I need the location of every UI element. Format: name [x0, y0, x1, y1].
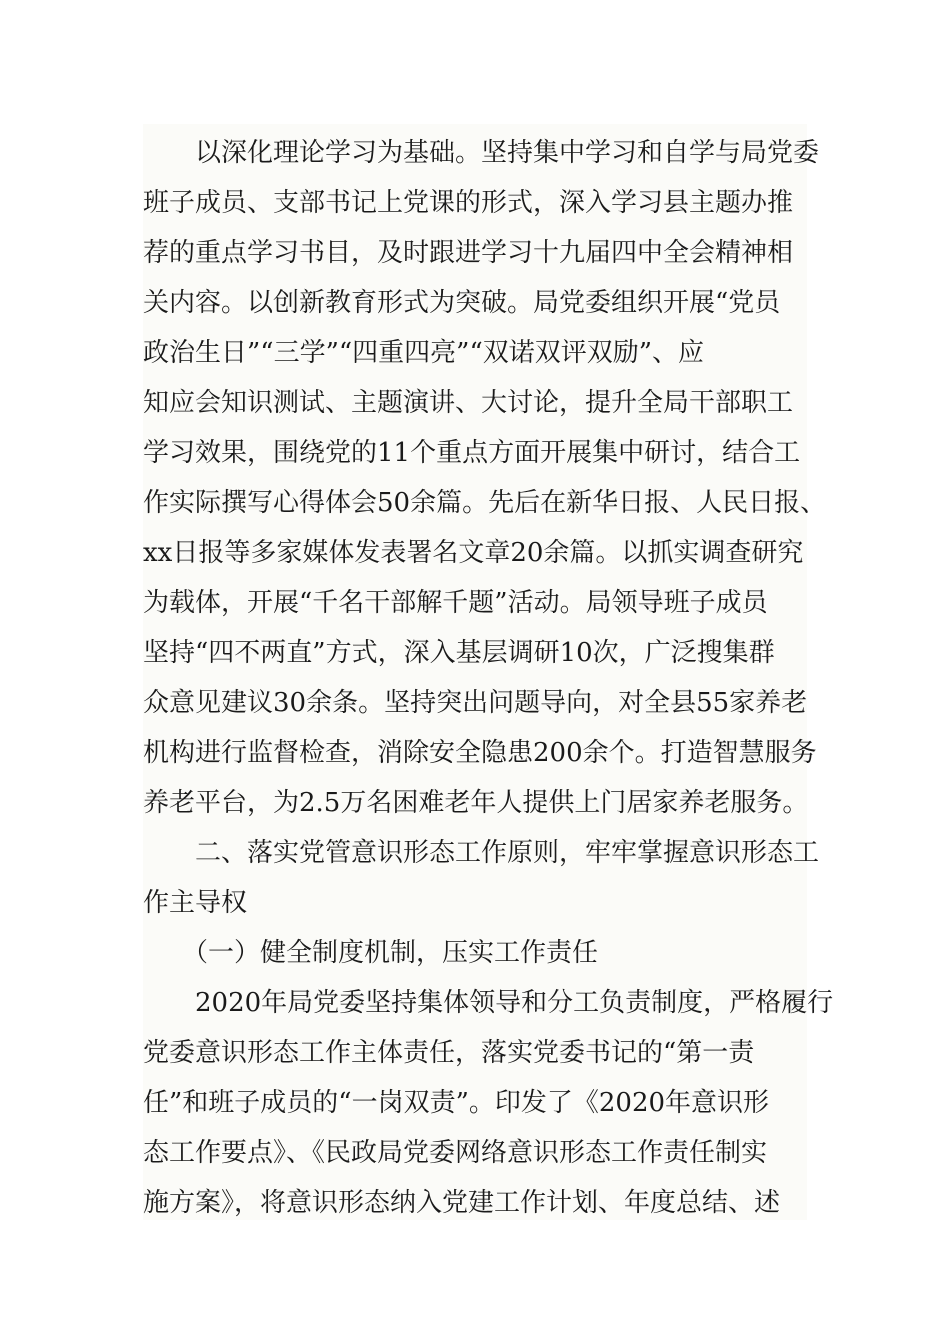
text-line: xx日报等多家媒体发表署名文章20余篇。以抓实调查研究	[143, 538, 804, 568]
text-line: 坚持“四不两直”方式，深入基层调研10次，广泛搜集群	[143, 638, 775, 668]
text-line: 态工作要点》、《民政局党委网络意识形态工作责任制实	[143, 1138, 768, 1168]
text-line: 关内容。以创新教育形式为突破。局党委组织开展“党员	[143, 288, 781, 318]
text-line: 为载体，开展“千名干部解千题”活动。局领导班子成员	[143, 588, 768, 618]
section-heading: 二、落实党管意识形态工作原则，牢牢掌握意识形态工	[143, 838, 820, 868]
text-line: 作实际撰写心得体会50余篇。先后在新华日报、人民日报、	[143, 488, 827, 518]
text-line: 荐的重点学习书目，及时跟进学习十九届四中全会精神相	[143, 238, 794, 268]
text-line: 学习效果，围绕党的11个重点方面开展集中研讨，结合工	[143, 438, 801, 468]
text-line: 众意见建议30余条。坚持突出问题导向，对全县55家养老	[143, 688, 808, 718]
text-line: 班子成员、支部书记上党课的形式，深入学习县主题办推	[143, 188, 794, 218]
text-line: 以深化理论学习为基础。坚持集中学习和自学与局党委	[143, 138, 820, 168]
text-line: 2020年局党委坚持集体领导和分工负责制度，严格履行	[143, 988, 834, 1018]
text-line: 机构进行监督检查，消除安全隐患200余个。打造智慧服务	[143, 738, 817, 768]
text-line: 知应会知识测试、主题演讲、大讨论，提升全局干部职工	[143, 388, 794, 418]
text-line: 施方案》，将意识形态纳入党建工作计划、年度总结、述	[143, 1188, 781, 1218]
text-line: 党委意识形态工作主体责任，落实党委书记的“第一责	[143, 1038, 755, 1068]
text-line: 政治生日”“三学”“四重四亮”“双诺双评双励”、应	[143, 338, 705, 368]
text-line: 养老平台，为2.5万名困难老年人提供上门居家养老服务。	[143, 788, 809, 818]
subsection-heading: （一）健全制度机制，压实工作责任	[143, 938, 599, 968]
document-body	[143, 124, 834, 1220]
section-heading: 作主导权	[143, 888, 248, 918]
text-line: 任”和班子成员的“一岗双责”。印发了《2020年意识形	[143, 1088, 770, 1118]
